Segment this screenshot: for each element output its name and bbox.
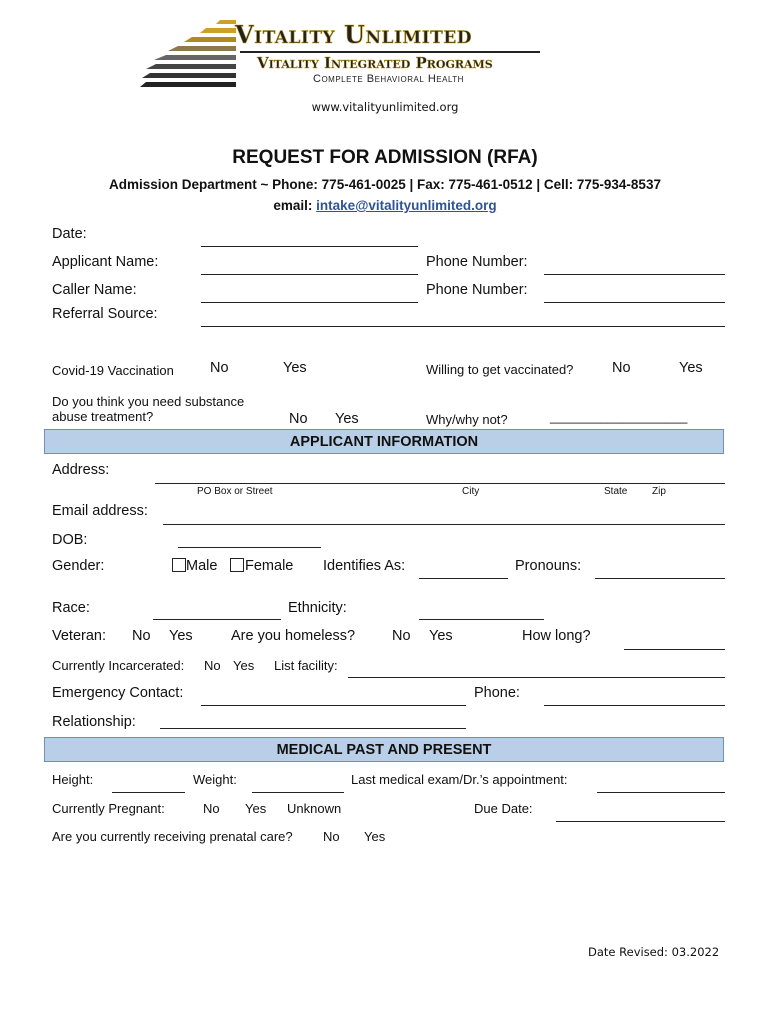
pregnant-label: Currently Pregnant:	[52, 801, 165, 816]
male-label: Male	[186, 558, 218, 574]
emergency-phone-field[interactable]	[544, 705, 725, 706]
incarcerated-no-option[interactable]: No	[204, 658, 221, 673]
male-checkbox[interactable]	[172, 558, 186, 572]
how-long-label: How long?	[522, 628, 591, 644]
caller-name-field[interactable]	[201, 302, 418, 303]
logo-title: Vitality Unlimited	[235, 20, 473, 49]
homeless-no-option[interactable]: No	[392, 628, 411, 644]
last-medical-exam-label: Last medical exam/Dr.’s appointment:	[351, 772, 568, 787]
covid-yes-option[interactable]: Yes	[283, 360, 307, 376]
logo-subtitle: Vitality Integrated Programs	[257, 54, 493, 72]
website: www.vitalityunlimited.org	[311, 100, 459, 114]
referral-source-label: Referral Source:	[52, 306, 158, 322]
substance-yes-option[interactable]: Yes	[335, 411, 359, 427]
pronouns-field[interactable]	[595, 578, 725, 579]
intake-email-link[interactable]: intake@vitalityunlimited.org	[316, 198, 497, 213]
emergency-contact-field[interactable]	[201, 705, 466, 706]
dob-label: DOB:	[52, 532, 88, 548]
due-date-field[interactable]	[556, 821, 725, 822]
weight-field[interactable]	[252, 792, 344, 793]
covid-label: Covid-19 Vaccination	[52, 363, 174, 378]
race-field[interactable]	[153, 619, 281, 620]
incarcerated-label: Currently Incarcerated:	[52, 658, 185, 673]
gender-label: Gender:	[52, 558, 105, 574]
email-address-label: Email address:	[52, 503, 148, 519]
weight-label: Weight:	[193, 772, 237, 787]
height-label: Height:	[52, 772, 94, 787]
incarcerated-yes-option[interactable]: Yes	[233, 658, 255, 673]
prenatal-yes-option[interactable]: Yes	[364, 829, 386, 844]
pregnant-no-option[interactable]: No	[203, 801, 220, 816]
phone-number-field-2[interactable]	[544, 302, 725, 303]
phone-number-label-2: Phone Number:	[426, 282, 528, 298]
dob-field[interactable]	[178, 547, 321, 548]
pronouns-label: Pronouns:	[515, 558, 582, 574]
address-field[interactable]	[155, 483, 725, 484]
applicant-name-field[interactable]	[201, 274, 418, 275]
state-caption: State	[604, 486, 628, 497]
veteran-yes-option[interactable]: Yes	[169, 628, 193, 644]
email-line	[0, 198, 770, 213]
substance-label-line1: Do you think you need substance	[52, 394, 245, 409]
emergency-contact-label: Emergency Contact:	[52, 685, 184, 701]
emergency-phone-label: Phone:	[474, 685, 520, 701]
veteran-label: Veteran:	[52, 628, 107, 644]
willing-label: Willing to get vaccinated?	[426, 362, 574, 377]
identifies-as-field[interactable]	[419, 578, 508, 579]
date-label: Date:	[52, 226, 87, 242]
medical-past-present-header: MEDICAL PAST AND PRESENT	[44, 737, 724, 762]
prenatal-care-label: Are you currently receiving prenatal care?	[52, 829, 293, 844]
city-caption: City	[462, 486, 480, 497]
contact-line: Admission Department ~ Phone: 775-461-0025 | Fax: 775-461-0512 | Cell: 775-934-8537	[109, 177, 661, 192]
referral-source-field[interactable]	[201, 326, 725, 327]
po-box-caption: PO Box or Street	[197, 486, 273, 497]
logo	[140, 18, 560, 96]
list-facility-label: List facility:	[274, 658, 338, 673]
email-address-field[interactable]	[163, 524, 725, 525]
female-checkbox[interactable]	[230, 558, 244, 572]
last-medical-exam-field[interactable]	[597, 792, 725, 793]
ethnicity-field[interactable]	[419, 619, 544, 620]
pregnant-unknown-option[interactable]: Unknown	[287, 801, 342, 816]
phone-number-label-1: Phone Number:	[426, 254, 528, 270]
willing-no-option[interactable]: No	[612, 360, 631, 376]
caller-name-label: Caller Name:	[52, 282, 137, 298]
applicant-name-label: Applicant Name:	[52, 254, 159, 270]
date-field[interactable]	[201, 246, 418, 247]
logo-tagline: Complete Behavioral Health	[313, 73, 464, 85]
due-date-label: Due Date:	[474, 801, 533, 816]
why-field[interactable]: ___________________	[550, 409, 688, 424]
substance-no-option[interactable]: No	[289, 411, 308, 427]
date-revised: Date Revised: 03.2022	[588, 945, 720, 959]
address-label: Address:	[52, 462, 110, 478]
logo-rule	[240, 51, 540, 53]
homeless-yes-option[interactable]: Yes	[429, 628, 453, 644]
why-label: Why/why not?	[426, 412, 508, 427]
race-label: Race:	[52, 600, 90, 616]
email-label: email:	[273, 198, 313, 213]
ethnicity-label: Ethnicity:	[288, 600, 347, 616]
list-facility-field[interactable]	[348, 677, 725, 678]
prenatal-no-option[interactable]: No	[323, 829, 340, 844]
how-long-field[interactable]	[624, 649, 725, 650]
phone-number-field-1[interactable]	[544, 274, 725, 275]
height-field[interactable]	[112, 792, 185, 793]
veteran-no-option[interactable]: No	[132, 628, 151, 644]
pregnant-yes-option[interactable]: Yes	[245, 801, 267, 816]
covid-no-option[interactable]: No	[210, 360, 229, 376]
applicant-information-header: APPLICANT INFORMATION	[44, 429, 724, 454]
homeless-label: Are you homeless?	[231, 628, 356, 644]
identifies-as-label: Identifies As:	[323, 558, 406, 574]
relationship-field[interactable]	[160, 728, 466, 729]
page-title: REQUEST FOR ADMISSION (RFA)	[232, 147, 538, 168]
relationship-label: Relationship:	[52, 714, 136, 730]
willing-yes-option[interactable]: Yes	[679, 360, 703, 376]
female-label: Female	[245, 558, 294, 574]
zip-caption: Zip	[652, 486, 666, 497]
substance-label-line2: abuse treatment?	[52, 409, 154, 424]
